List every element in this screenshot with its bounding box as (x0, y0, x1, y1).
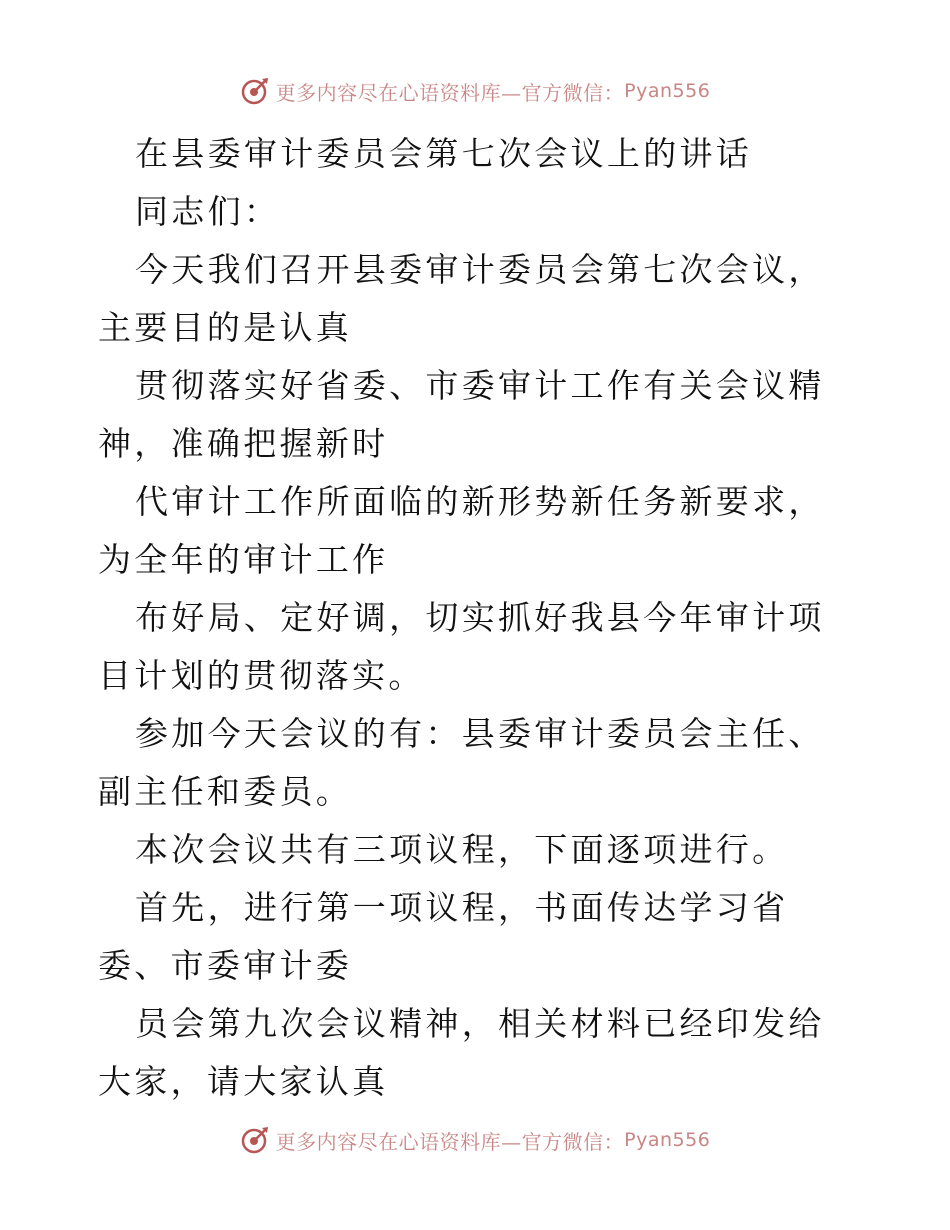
header-watermark (0, 71, 950, 111)
quill-logo-icon (240, 76, 270, 106)
document-body (98, 125, 858, 1111)
paragraph: 本次会议共有三项议程，下面逐项进行。 (135, 830, 789, 869)
speech-title: 在县委审计委员会第七次会议上的讲话 (135, 134, 753, 173)
watermark-text: 更多内容尽在心语资料库—官方微信： (275, 1129, 625, 1154)
quill-logo-icon (240, 1125, 270, 1155)
paragraph: 员会第九次会议精神，相关材料已经印发给大家，请大家认真 (98, 1004, 825, 1101)
watermark-text: 更多内容尽在心语资料库—官方微信： (275, 80, 625, 105)
watermark-wechat-id: Pyan556 (624, 80, 711, 102)
salutation: 同志们： (135, 192, 281, 231)
footer-watermark (0, 1120, 950, 1160)
paragraph: 参加今天会议的有：县委审计委员会主任、副主任和委员。 (98, 714, 825, 811)
watermark-wechat-id: Pyan556 (624, 1129, 711, 1151)
paragraph: 布好局、定好调，切实抓好我县今年审计项目计划的贯彻落实。 (98, 598, 825, 695)
paragraph: 贯彻落实好省委、市委审计工作有关会议精神，准确把握新时 (98, 366, 825, 463)
paragraph: 代审计工作所面临的新形势新任务新要求，为全年的审计工作 (98, 482, 825, 579)
paragraph: 今天我们召开县委审计委员会第七次会议，主要目的是认真 (98, 250, 825, 347)
paragraph: 首先，进行第一项议程，书面传达学习省委、市委审计委 (98, 888, 789, 985)
